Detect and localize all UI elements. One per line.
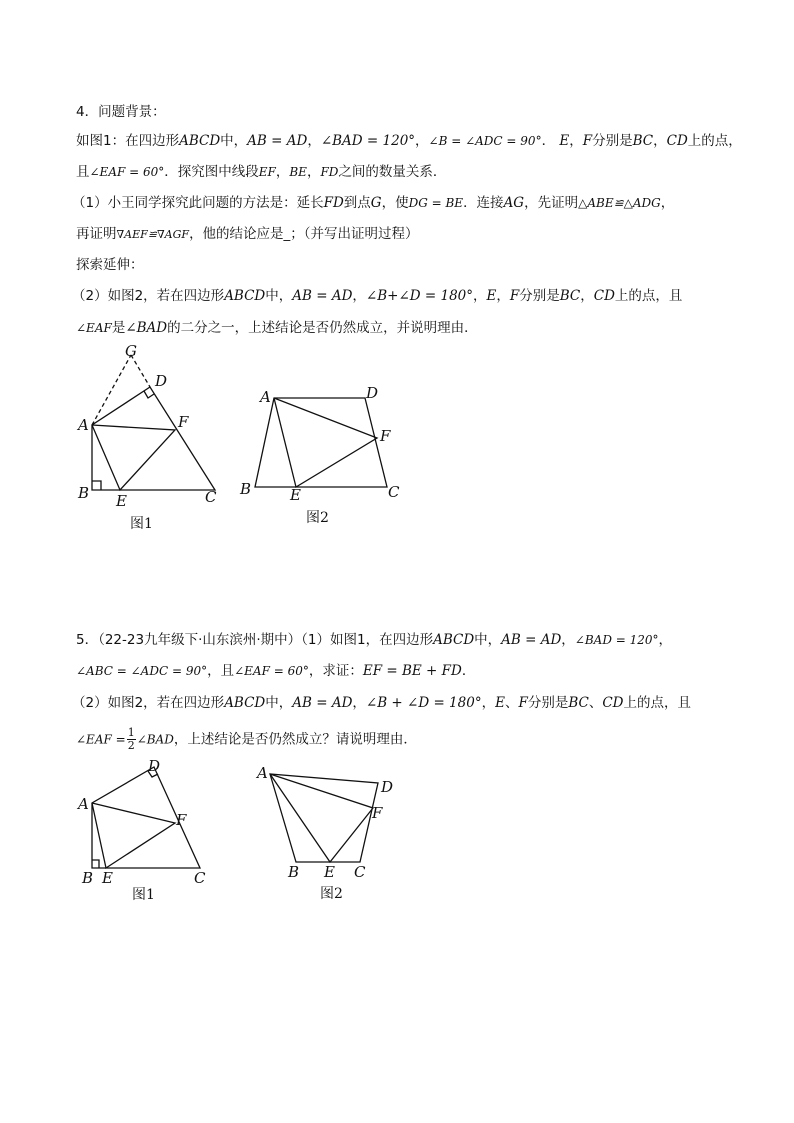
t: 是 [111, 320, 126, 336]
right-angle-b [92, 860, 99, 868]
q5-line-1 [76, 630, 736, 650]
math: ∠B+∠D = 180° [365, 288, 473, 304]
label-g: G [125, 342, 137, 360]
t: 上的点， [687, 133, 742, 149]
math: AB = AD [292, 288, 353, 304]
quad-abcd [92, 387, 215, 490]
math: CD [602, 695, 624, 711]
math: EF [258, 165, 276, 179]
t: 分别是 [519, 288, 560, 304]
t: 、 [504, 695, 519, 711]
q5-figure-2 [250, 760, 410, 905]
fraction-numerator: 1 [127, 726, 135, 739]
q4-line-2 [76, 162, 736, 182]
math: ∠B + ∠D = 180° [365, 695, 482, 711]
t: ， [569, 133, 583, 149]
math: ∠BAD = 120° [320, 133, 416, 149]
fraction-denominator: 2 [127, 739, 135, 752]
t: ， [473, 288, 487, 304]
q5-line-4 [76, 727, 736, 752]
label-c: C [194, 869, 206, 887]
label-e: E [116, 492, 127, 510]
caption-fig2: 图2 [320, 886, 343, 902]
label-c: C [354, 863, 366, 881]
label-f: F [380, 427, 391, 445]
q4-line-4 [76, 224, 736, 245]
t: 如图1：在四边形 [76, 133, 180, 149]
label-d: D [381, 778, 394, 796]
q5-line-2 [76, 661, 736, 681]
t: ， [352, 695, 366, 711]
label-c: C [205, 488, 217, 506]
t: ， [660, 195, 675, 211]
q5-line-3 [72, 693, 732, 713]
label-c: C [388, 483, 400, 501]
t: 上的点，且 [623, 695, 691, 711]
t: （2）如图2，若在四边形 [72, 288, 225, 304]
triangle-aef [274, 398, 377, 487]
t: ，求证： [308, 663, 363, 679]
q4-head-text: 4．问题背景： [76, 104, 166, 120]
math: ABCD [224, 288, 266, 304]
t: ，使 [381, 195, 409, 211]
t: ．连接 [463, 195, 504, 211]
math: AG [503, 195, 525, 211]
math: ∠EAF [76, 321, 112, 335]
t: 上的点，且 [614, 288, 683, 304]
caption-fig2: 图2 [306, 510, 329, 526]
math: ∠BAD [136, 732, 174, 747]
label-e: E [102, 869, 113, 887]
math: BC [632, 133, 654, 149]
math: ∠ABC = ∠ADC = 90° [76, 664, 208, 678]
math: F [518, 695, 528, 711]
t: ． [541, 133, 556, 149]
math: BC [568, 695, 589, 711]
t: （1）小王同学探究此问题的方法是：延长 [72, 195, 324, 211]
math: △ABE≌△ADG [578, 196, 661, 210]
t: ， [275, 164, 290, 180]
t: 中， [265, 695, 293, 711]
quad-abcd [255, 398, 387, 487]
dashed-ag [92, 355, 131, 425]
math: F [509, 288, 520, 304]
label-b: B [78, 484, 90, 502]
t: 、 [588, 695, 603, 711]
math: E [559, 133, 570, 149]
q4-line-7 [76, 318, 736, 338]
t: 到点 [343, 195, 371, 211]
t: ， [653, 133, 667, 149]
q4-line-1 [76, 131, 742, 151]
q4-figure-2 [236, 380, 416, 540]
label-b: B [82, 869, 94, 887]
math: G [370, 195, 382, 211]
label-d: D [366, 384, 379, 402]
math: DG = BE [408, 196, 464, 210]
math: EF = BE + FD [362, 663, 462, 679]
q4-figure-1 [70, 340, 240, 540]
t: ， [415, 133, 429, 149]
t: 且 [76, 164, 90, 180]
math: ∇AEF≌∇AGF [116, 228, 190, 241]
math: E [495, 695, 505, 711]
triangle-aef [270, 774, 373, 862]
caption-fig1: 图1 [130, 516, 153, 532]
t: 探索延伸： [76, 257, 144, 273]
t: 5．（22-23九年级下·山东滨州·期中）（1）如图1，在四边形 [76, 632, 434, 648]
math: ∠BAD = 120° [574, 633, 659, 647]
math: ∠B = ∠ADC = 90° [428, 134, 542, 148]
math: ∠BAD [125, 320, 168, 336]
math: AB = AD [501, 632, 562, 648]
t: 中， [220, 133, 248, 149]
t: ， [306, 164, 321, 180]
t: ，先证明 [524, 195, 579, 211]
quad-abcd [270, 774, 378, 862]
t: 的二分之一，上述结论是否仍然成立，并说明理由． [167, 320, 478, 336]
label-e: E [290, 486, 301, 504]
math: ABCD [433, 632, 475, 648]
q4-line-3 [72, 193, 732, 213]
label-b: B [288, 863, 300, 881]
t: ， [352, 288, 366, 304]
label-f: F [178, 413, 189, 431]
t: ， [481, 695, 496, 711]
math: ABCD [179, 133, 221, 149]
label-a: A [78, 416, 89, 434]
t: 再证明 [76, 226, 117, 242]
math: AB = AD [292, 695, 353, 711]
math: BE [289, 165, 307, 179]
t: ，且 [207, 663, 235, 679]
t: 分别是 [592, 133, 633, 149]
t: 之间的数量关系． [338, 164, 447, 180]
math: CD [593, 288, 615, 304]
triangle-aef [92, 425, 175, 490]
label-a: A [78, 795, 89, 813]
t: ， [580, 288, 594, 304]
label-d: D [155, 372, 168, 390]
t: ， [561, 632, 575, 648]
t: 中， [265, 288, 293, 304]
label-f: F [372, 804, 383, 822]
math: E [486, 288, 497, 304]
q5-figure-1 [70, 755, 220, 905]
math: ABCD [224, 695, 266, 711]
math: BC [559, 288, 581, 304]
math: ∠EAF = [76, 732, 126, 747]
t: ， [496, 288, 510, 304]
t: ， [307, 133, 321, 149]
math: ∠EAF = 60° [234, 664, 309, 678]
triangle-aef [92, 803, 175, 868]
fraction-one-half [127, 727, 136, 752]
label-a: A [257, 764, 268, 782]
t: ，上述结论是否仍然成立？请说明理由． [173, 731, 417, 748]
t: 分别是 [527, 695, 569, 711]
label-f: F [176, 811, 187, 829]
caption-fig1: 图1 [132, 887, 155, 903]
label-b: B [240, 480, 252, 498]
q4-line-6 [72, 286, 732, 306]
right-angle-b [92, 481, 101, 490]
t: ，他的结论应是_；（并写出证明过程） [189, 226, 419, 242]
t: 中， [474, 632, 502, 648]
t: （2）如图2，若在四边形 [72, 695, 225, 711]
q4-line-5 [76, 255, 736, 275]
math: AB = AD [247, 133, 308, 149]
math: F [582, 133, 593, 149]
t: ．探究图中线段 [164, 164, 259, 180]
math: FD [323, 195, 344, 211]
label-a: A [260, 388, 271, 406]
math: FD [320, 165, 339, 179]
q4-heading [76, 102, 736, 122]
label-d: D [148, 757, 161, 775]
t: ， [658, 632, 673, 648]
t: ． [461, 663, 476, 679]
math: CD [666, 133, 688, 149]
math: ∠EAF = 60° [89, 165, 165, 179]
label-e: E [324, 863, 335, 881]
